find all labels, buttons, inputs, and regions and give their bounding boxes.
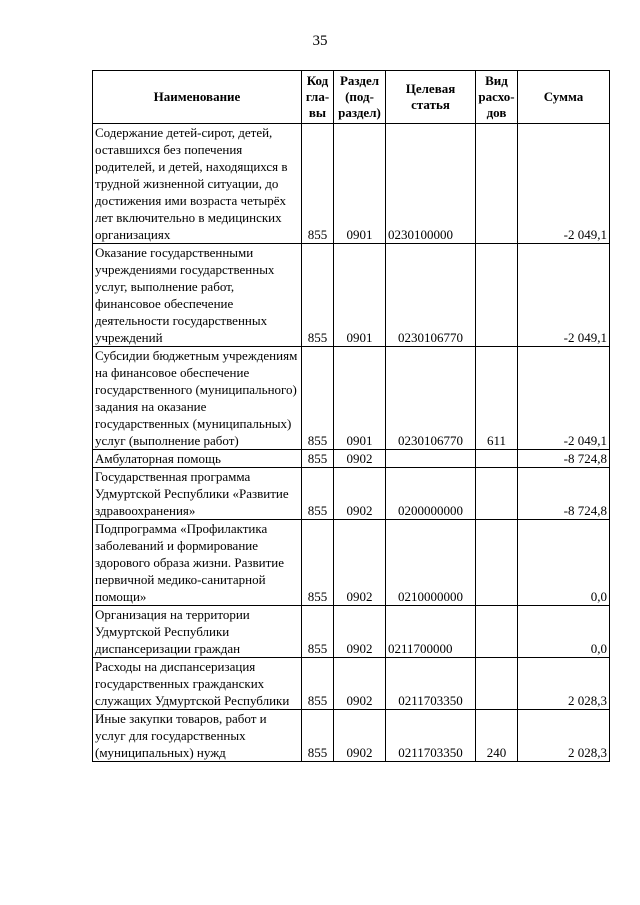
budget-table [92,70,610,762]
row-section: 0901 [334,347,386,450]
table-row [93,606,610,658]
row-target [386,450,476,468]
row-chapter: 855 [302,710,334,762]
table-row [93,710,610,762]
row-sum: -2 049,1 [518,244,610,347]
row-chapter: 855 [302,244,334,347]
row-name: Иные закупки товаров, работ и услуг для государственных (муниципальных) нужд [93,710,302,762]
header-expense-type: Вид расхо-дов [476,71,518,124]
row-section: 0902 [334,658,386,710]
table-row [93,468,610,520]
row-expense [476,520,518,606]
row-expense [476,658,518,710]
table-row [93,347,610,450]
row-name: Организация на территории Удмуртской Республики диспансеризации граждан [93,606,302,658]
row-name: Подпрограмма «Профилактика заболеваний и формирование здорового образа жизни. Развитие первичной медико-санитарной помощи» [93,520,302,606]
table-row [93,520,610,606]
row-target: 0211703350 [386,710,476,762]
row-sum: 2 028,3 [518,710,610,762]
header-section: Раздел (под-раздел) [334,71,386,124]
row-chapter: 855 [302,520,334,606]
row-name: Содержание детей-сирот, детей, оставшихся без попечения родителей, и детей, находящихся в трудной жизненной ситуации, до достижения ими возраста четырёх лет включительно в медицинских организациях [93,124,302,244]
row-name: Оказание государственными учреждениями государственных услуг, выполнение работ, финансовое обеспечение деятельности государственных учреждений [93,244,302,347]
row-sum: 0,0 [518,606,610,658]
row-sum: 2 028,3 [518,658,610,710]
row-name: Государственная программа Удмуртской Республики «Развитие здравоохранения» [93,468,302,520]
table-row [93,124,610,244]
row-section: 0902 [334,450,386,468]
row-target: 0211700000 [386,606,476,658]
row-target: 0200000000 [386,468,476,520]
row-expense [476,606,518,658]
row-target: 0230106770 [386,347,476,450]
row-sum: 0,0 [518,520,610,606]
row-sum: -8 724,8 [518,450,610,468]
header-name: Наименование [93,71,302,124]
row-chapter: 855 [302,124,334,244]
table-row [93,658,610,710]
row-chapter: 855 [302,347,334,450]
row-section: 0902 [334,606,386,658]
header-target-article: Целевая статья [386,71,476,124]
table-header-row [93,71,610,124]
row-expense: 240 [476,710,518,762]
row-expense [476,450,518,468]
row-section: 0902 [334,710,386,762]
page-number: 35 [312,33,328,49]
header-sum: Сумма [518,71,610,124]
row-target: 0210000000 [386,520,476,606]
header-chapter-code: Код гла-вы [302,71,334,124]
row-section: 0901 [334,244,386,347]
row-name: Субсидии бюджетным учреждениям на финансовое обеспечение государственного (муниципального) задания на оказание государственных (муниципальных) услуг (выполнение работ) [93,347,302,450]
row-expense: 611 [476,347,518,450]
row-chapter: 855 [302,658,334,710]
row-expense [476,244,518,347]
row-name: Амбулаторная помощь [93,450,302,468]
row-section: 0901 [334,124,386,244]
row-target: 0211703350 [386,658,476,710]
row-sum: -2 049,1 [518,347,610,450]
table-row [93,450,610,468]
row-expense [476,468,518,520]
row-section: 0902 [334,468,386,520]
row-target: 0230100000 [386,124,476,244]
row-chapter: 855 [302,606,334,658]
row-chapter: 855 [302,450,334,468]
row-sum: -8 724,8 [518,468,610,520]
row-name: Расходы на диспансеризация государственных гражданских служащих Удмуртской Республики [93,658,302,710]
row-expense [476,124,518,244]
row-sum: -2 049,1 [518,124,610,244]
table-row [93,244,610,347]
row-target: 0230106770 [386,244,476,347]
row-chapter: 855 [302,468,334,520]
row-section: 0902 [334,520,386,606]
